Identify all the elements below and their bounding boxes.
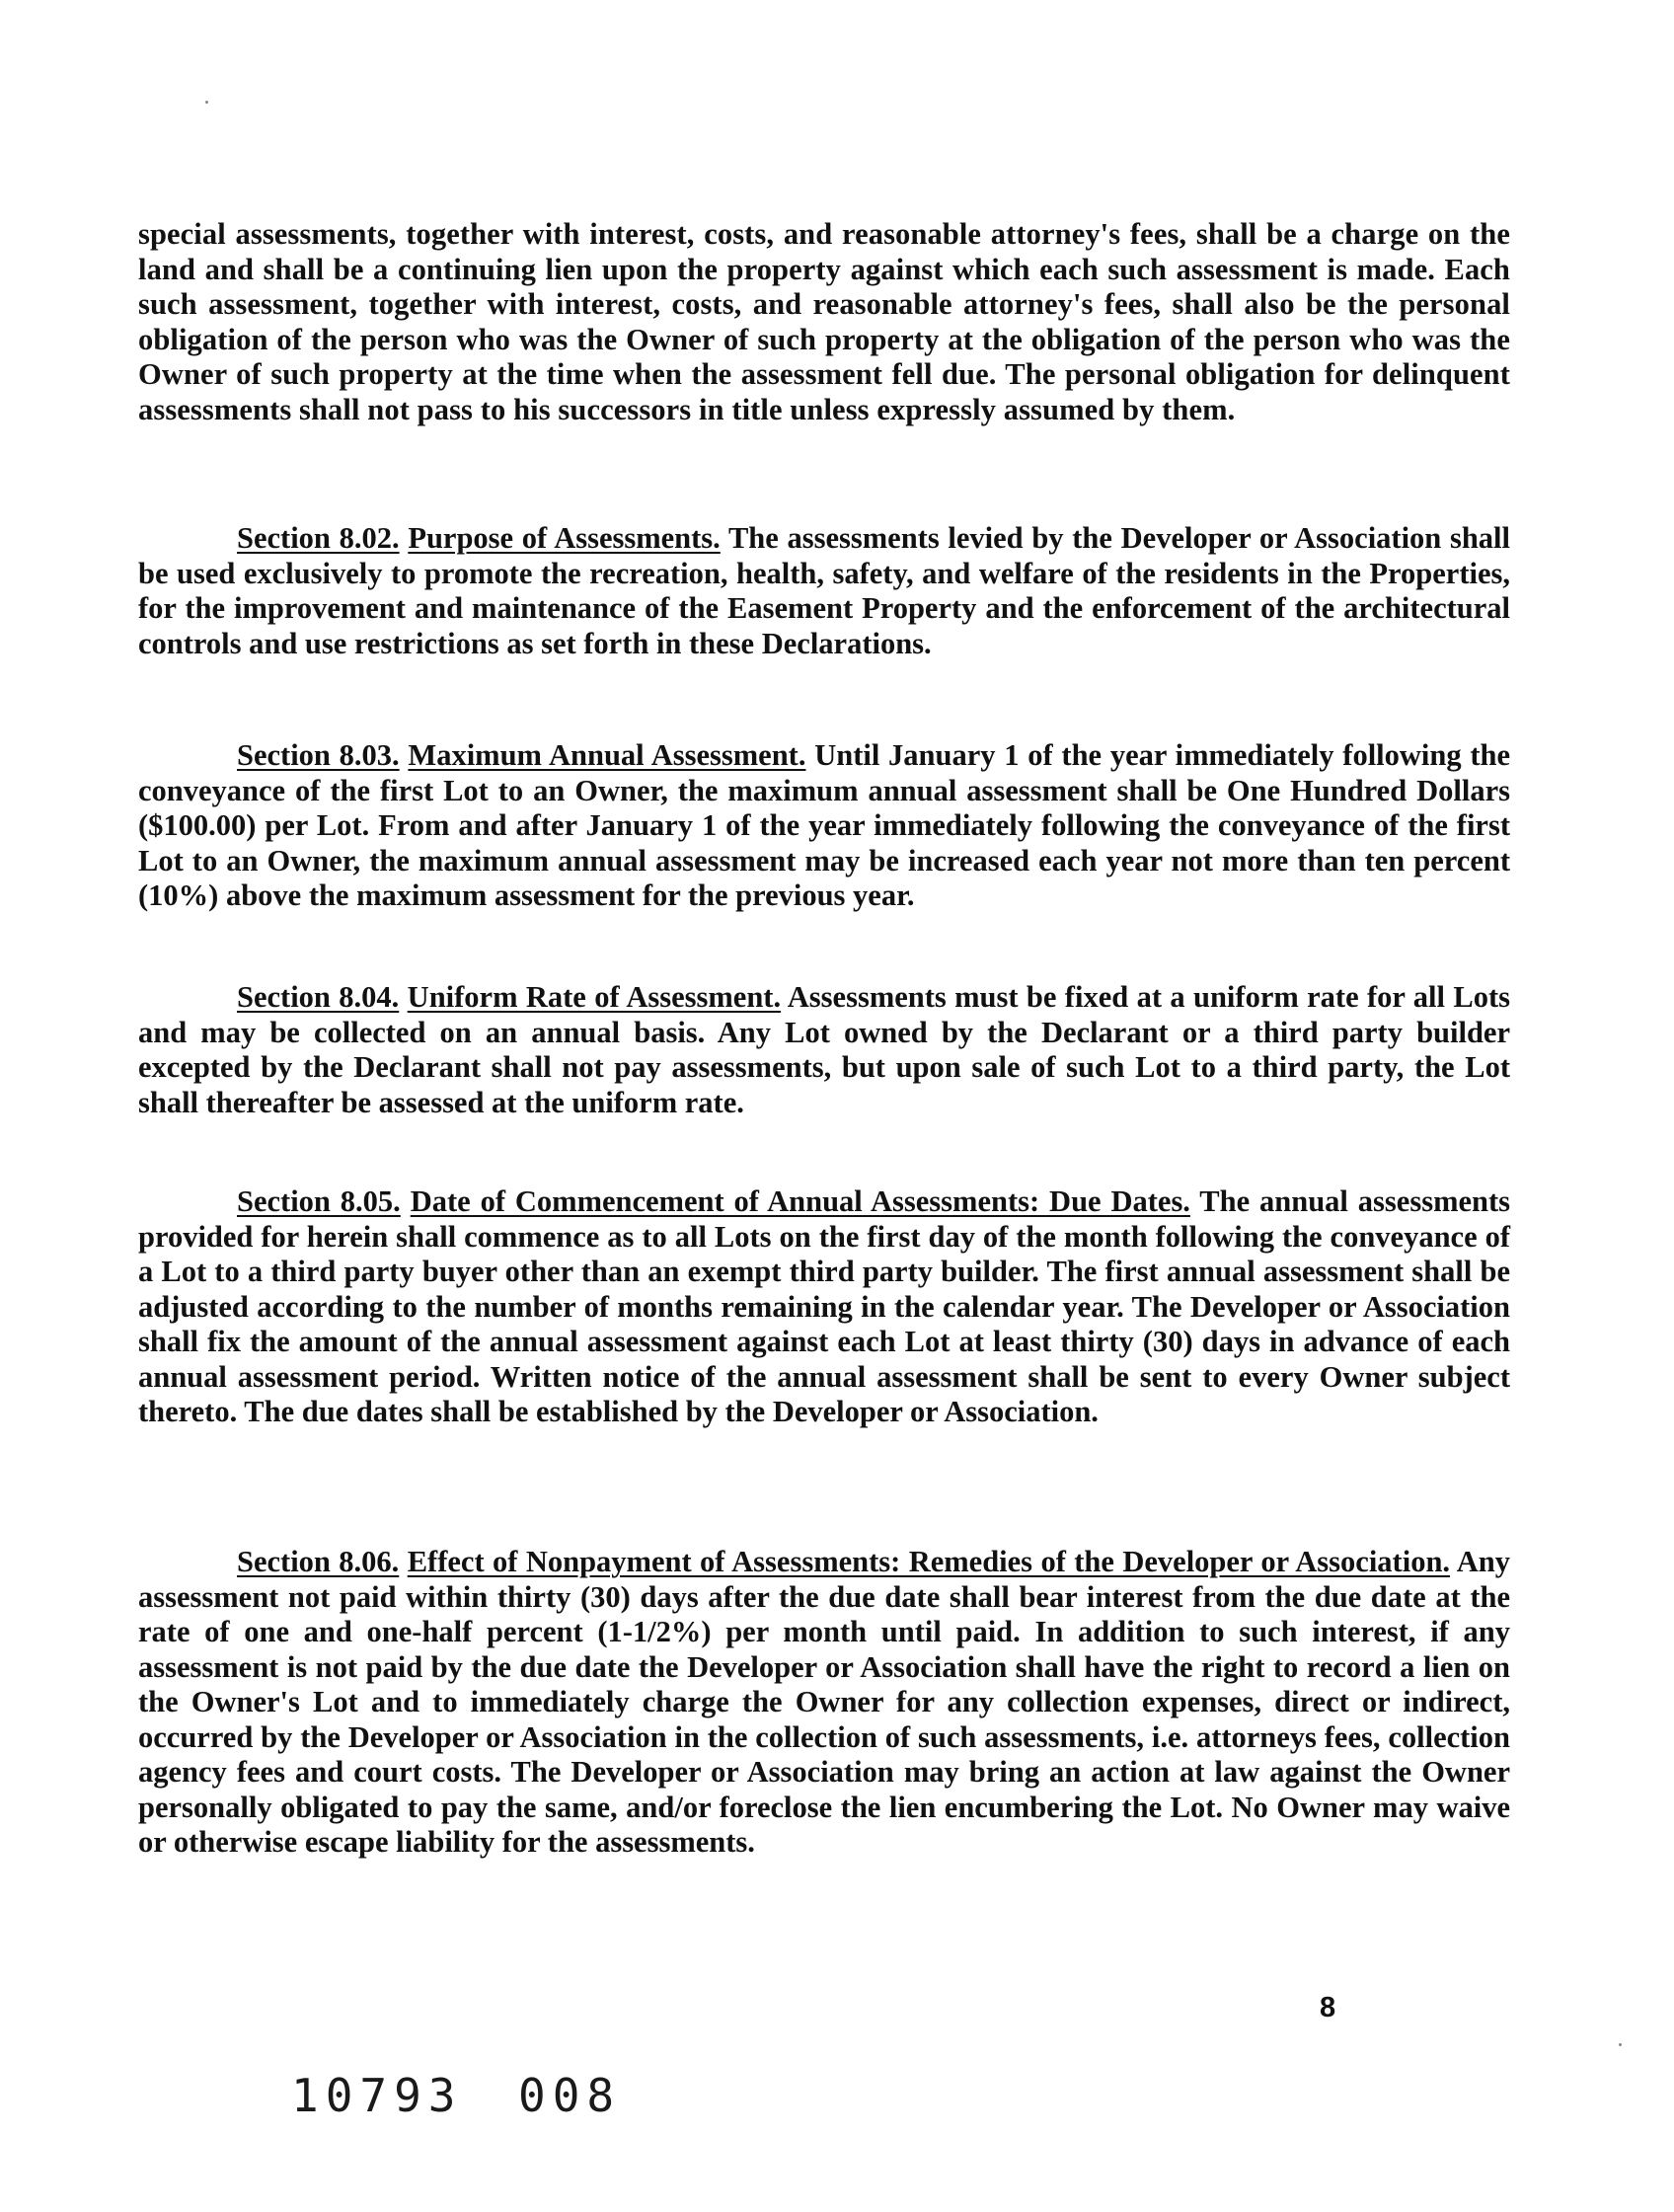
scan-speck [1619, 2043, 1622, 2046]
section-paragraph [138, 1545, 1510, 1861]
section-paragraph [138, 521, 1510, 661]
section-8-05 [138, 1184, 1510, 1430]
section-title: Date of Commencement of Annual Assessments: Due Dates. [410, 1184, 1190, 1218]
section-paragraph [138, 980, 1510, 1120]
section-title: Purpose of Assessments. [408, 521, 721, 555]
opening-paragraph: special assessments, together with interest, costs, and reasonable attorney's fees, shall be a charge on the land and shall be a continuing lien upon the property against which each such assessment is made. Each such assessment, together with interest, costs, and reasonable attorney's fees, shall also be the personal obligation of the person who was the Owner of such property at the obligation of the person who was the Owner of such property at the time when the assessment fell due. The personal obligation for delinquent assessments shall not pass to his successors in title unless expressly assumed by them. [138, 217, 1510, 426]
section-number: Section 8.04. [237, 980, 400, 1014]
section-8-02 [138, 521, 1510, 661]
section-8-03 [138, 738, 1510, 914]
section-title: Uniform Rate of Assessment. [407, 980, 782, 1014]
page-number: 8 [1320, 1992, 1336, 2023]
section-number: Section 8.03. [237, 738, 400, 772]
section-title: Maximum Annual Assessment. [408, 738, 806, 772]
section-body: Assessments must be fixed at a uniform rate for all Lots and may be collected on an annual basis. Any Lot owned by the Declarant or a third party builder excepted by the Declarant shall not pay assessments, but upon sale of such Lot to a third party, the Lot shall thereafter be assessed at the uniform rate. [138, 980, 1510, 1119]
section-number: Section 8.02. [237, 521, 400, 555]
section-body: Until January 1 of the year immediately following the conveyance of the first Lot to an Owner, the maximum annual assessment shall be One Hundred Dollars ($100.00) per Lot. From and after January 1 of the year immediately following the conveyance of the first Lot to an Owner, the maximum annual assessment may be increased each year not more than ten percent (10%) above the maximum assessment for the previous year. [138, 738, 1511, 912]
section-number: Section 8.06. [237, 1545, 400, 1578]
recording-stamp-book: 10793 [291, 2069, 463, 2122]
section-8-06 [138, 1545, 1510, 1861]
section-paragraph [138, 738, 1510, 914]
section-paragraph [138, 1184, 1510, 1430]
scan-speck [205, 101, 208, 104]
section-body: The annual assessments provided for herein shall commence as to all Lots on the first day of the month following the conveyance of a Lot to a third party buyer other than an exempt third party builder. The first annual assessment shall be adjusted according to the number of months remaining in the calendar year. The Developer or Association shall fix the amount of the annual assessment against each Lot at least thirty (30) days in advance of each annual assessment period. Written notice of the annual assessment shall be sent to every Owner subject thereto. The due dates shall be established by the Developer or Association. [138, 1184, 1511, 1428]
recording-stamp-page: 008 [518, 2069, 622, 2122]
section-8-04 [138, 980, 1510, 1120]
section-body: The assessments levied by the Developer or Association shall be used exclusively to promote the recreation, health, safety, and welfare of the residents in the Properties, for the improvement and maintenance of the Easement Property and the enforcement of the architectural controls and use restrictions as set forth in these Declarations. [138, 521, 1511, 660]
section-body: Any assessment not paid within thirty (30) days after the due date shall bear interest from the due date at the rate of one and one-half percent (1-1/2%) per month until paid. In addition to such interest, if any assessment is not paid by the due date the Developer or Association shall have the right to record a lien on the Owner's Lot and to immediately charge the Owner for any collection expenses, direct or indirect, occurred by the Developer or Association in the collection of such assessments, i.e. attorneys fees, collection agency fees and court costs. The Developer or Association may bring an action at law against the Owner personally obligated to pay the same, and/or foreclose the lien encumbering the Lot. No Owner may waive or otherwise escape liability for the assessments. [138, 1545, 1510, 1859]
section-title: Effect of Nonpayment of Assessments: Remedies of the Developer or Association. [407, 1545, 1451, 1578]
section-number: Section 8.05. [237, 1184, 401, 1218]
